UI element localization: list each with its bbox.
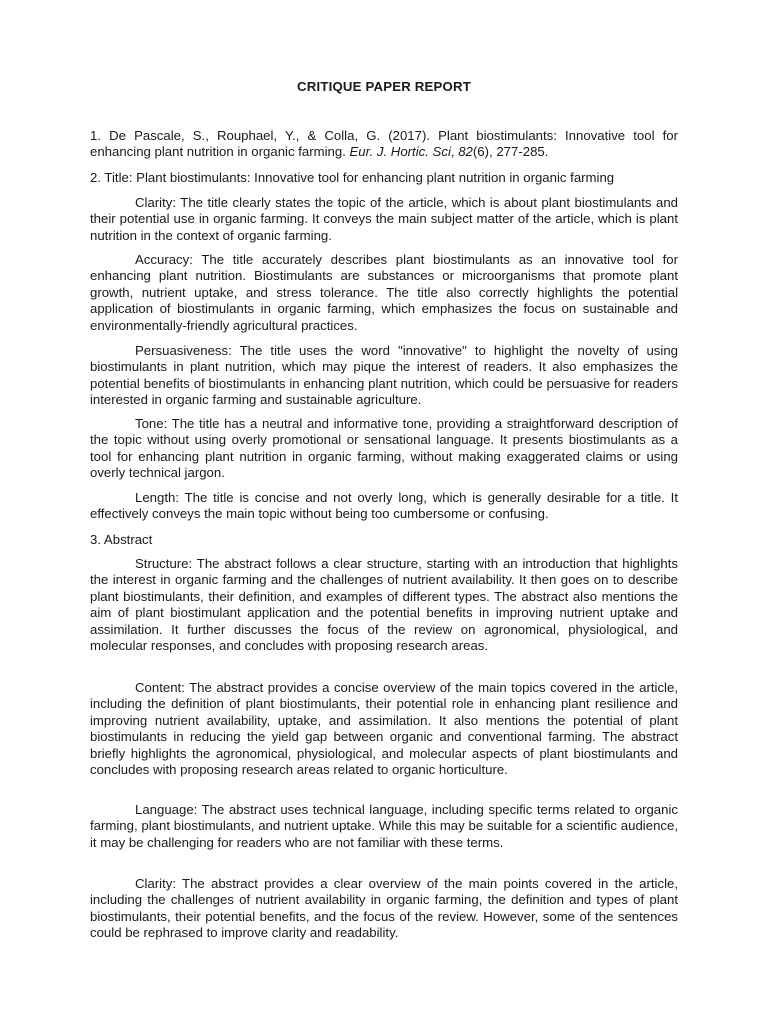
citation-text: 1. De Pascale, S., Rouphael, Y., & Colla, G. (2017). Plant biostimulants: Innovative tool for enhancing plant nutrition in organic farming.: [90, 128, 678, 160]
section-heading-title: 2. Title: Plant biostimulants: Innovative tool for enhancing plant nutrition in organic farming: [90, 170, 615, 185]
citation-volume: 82: [458, 144, 473, 160]
citation-pages: (6), 277-285.: [472, 144, 549, 160]
paragraph-title-clarity: Clarity: The title clearly states the topic of the article, which is about plant biostimulants and their potential use in organic farming. It conveys the main subject matter of the article, which is plant nutrition in the context of organic farming.: [90, 195, 678, 243]
section-heading-abstract: 3. Abstract: [90, 532, 153, 547]
page-title: CRITIQUE PAPER REPORT: [297, 79, 471, 94]
paragraph-abstract-content: Content: The abstract provides a concise overview of the main topics covered in the article, including the definition of plant biostimulants, their potential role in enhancing plant resilience and improving nutrient availability, uptake, and assimilation. It also mentions the potential of plant biostimulants in reducing the yield gap between organic and conventional farming. The abstract briefly highlights the agronomical, physiological, and molecular aspects of plant biostimulants and concludes with proposing research areas related to organic horticulture.: [90, 680, 678, 778]
paragraph-abstract-clarity: Clarity: The abstract provides a clear overview of the main points covered in the article, including the challenges of nutrient availability in organic farming, the definition and types of plant biostimulants, their potential benefits, and the focus of the review. However, some of the sentences could be rephrased to improve clarity and readability.: [90, 876, 678, 941]
paragraph-title-tone: Tone: The title has a neutral and informative tone, providing a straightforward description of the topic without using overly promotional or sensational language. It presents biostimulants as a tool for enhancing plant nutrition in organic farming, without making exaggerated claims or using overly technical jargon.: [90, 416, 678, 481]
document-page: [90, 0, 678, 1024]
paragraph-abstract-structure: Structure: The abstract follows a clear structure, starting with an introduction that highlights the interest in organic farming and the challenges of nutrient availability. It then goes on to describe plant biostimulants, their definition, and examples of different types. The abstract also mentions the aim of plant biostimulant application and the potential benefits in improving nutrient uptake and assimilation. It further discusses the focus of the review on agronomical, physiological, and molecular responses, and concludes with proposing research areas.: [90, 556, 678, 654]
citation-paragraph: [90, 128, 678, 161]
paragraph-title-length: Length: The title is concise and not overly long, which is generally desirable for a title. It effectively conveys the main topic without being too cumbersome or confusing.: [90, 490, 678, 522]
paragraph-title-accuracy: Accuracy: The title accurately describes plant biostimulants as an innovative tool for enhancing plant nutrition. Biostimulants are substances or microorganisms that promote plant growth, nutrient uptake, and stress tolerance. The title also correctly highlights the potential application of biostimulants in organic farming, which emphasizes the focus on sustainable and environmentally-friendly agricultural practices.: [90, 252, 678, 333]
citation-separator: ,: [450, 144, 459, 160]
citation-journal: Eur. J. Hortic. Sci: [349, 144, 451, 160]
paragraph-abstract-language: Language: The abstract uses technical language, including specific terms related to organic farming, plant biostimulants, and nutrient uptake. While this may be suitable for a scientific audience, it may be challenging for readers who are not familiar with these terms.: [90, 802, 678, 850]
paragraph-title-persuasiveness: Persuasiveness: The title uses the word "innovative" to highlight the novelty of using biostimulants in plant nutrition, which may pique the interest of readers. It also emphasizes the potential benefits of biostimulants in enhancing plant nutrition, which could be persuasive for readers interested in organic farming and sustainable agriculture.: [90, 343, 678, 408]
